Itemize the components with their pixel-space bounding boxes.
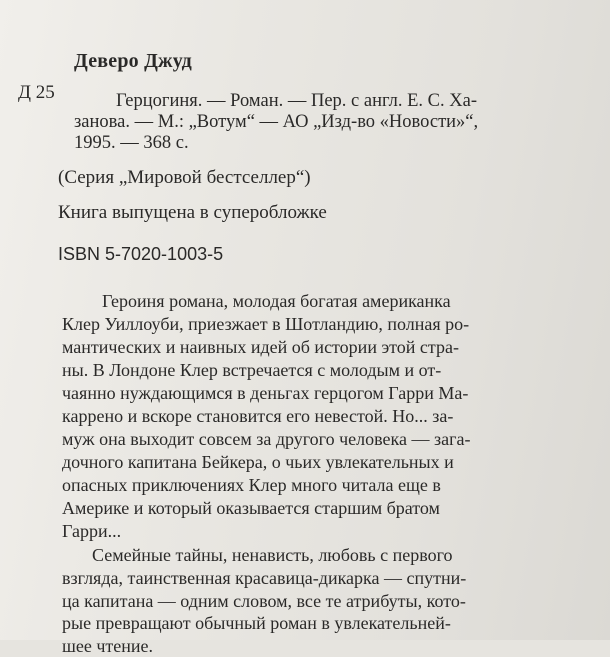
annotation-line: дочного капитана Бейкера, о чьих увлекательных и xyxy=(62,452,454,472)
annotation-line: Героиня романа, молодая богатая американка xyxy=(102,291,451,311)
annotation-line: рые превращают обычный роман в увлекательней- xyxy=(62,613,451,633)
annotation-line: Гарри... xyxy=(62,521,122,541)
annotation-line: ца капитана — одним словом, все те атрибуты, кото- xyxy=(62,591,466,611)
author-name: Деверо Джуд xyxy=(74,50,193,72)
annotation-line: Семейные тайны, ненависть, любовь с первого xyxy=(92,545,453,565)
annotation-line: мантических и наивных идей об истории этой стра- xyxy=(62,337,459,357)
call-code: Д 25 xyxy=(18,82,55,103)
annotation-line: чаянно нуждающимся в деньгах герцогом Гарри Ма- xyxy=(62,383,469,403)
ref-line: Герцогиня. — Роман. — Пер. с англ. Е. С. Ха- xyxy=(116,91,477,111)
annotation-line: шее чтение. xyxy=(62,636,154,656)
cover-note: Книга выпущена в суперобложке xyxy=(58,202,327,223)
annotation-line: ны. В Лондоне Клер встречается с молодым и от- xyxy=(62,360,442,380)
isbn: ISBN 5-7020-1003-5 xyxy=(58,244,224,264)
annotation-line: опасных приключениях Клер много читала еще в xyxy=(62,475,441,495)
annotation-line: Клер Уиллоуби, приезжает в Шотландию, полная ро- xyxy=(62,314,470,334)
annotation-line: взгляда, таинственная красавица-дикарка — спутни- xyxy=(62,568,467,588)
series-line: (Серия „Мировой бестселлер“) xyxy=(58,167,311,188)
annotation-line: муж она выходит совсем за другого человека — зага- xyxy=(62,429,471,449)
annotation-line: каррено и вскоре становится его невестой. Но... за- xyxy=(62,406,454,426)
annotation-line: Америке и который оказывается старшим братом xyxy=(62,498,440,518)
ref-line: занова. — М.: „Вотум“ — АО „Изд-во «Новости»“, xyxy=(74,112,479,132)
ref-line: 1995. — 368 с. xyxy=(74,133,189,153)
